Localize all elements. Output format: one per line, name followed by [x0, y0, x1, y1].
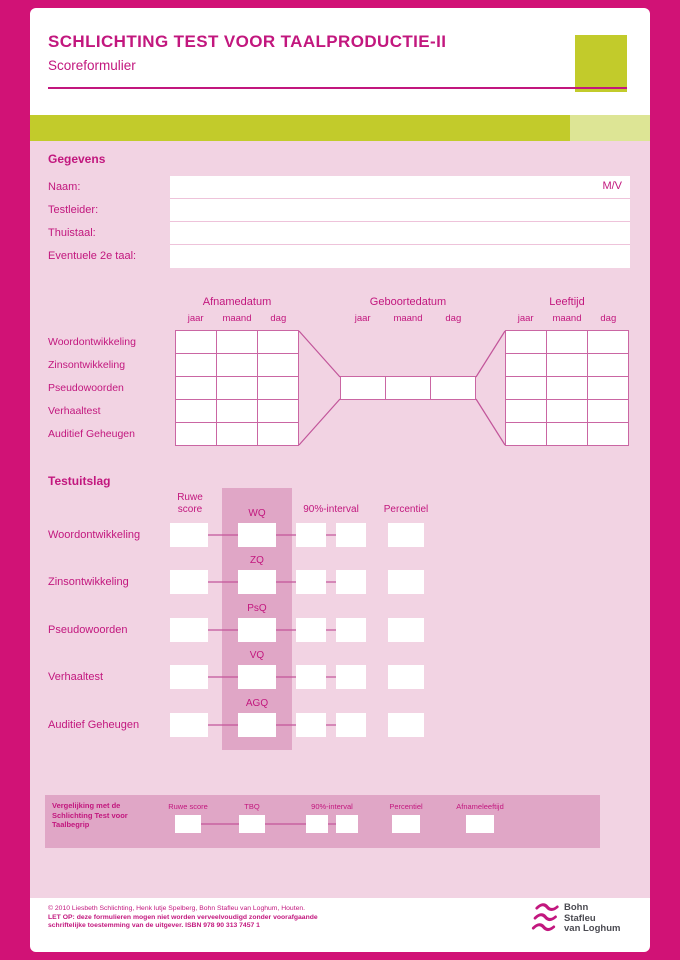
publisher-name: [564, 903, 620, 935]
vq-box[interactable]: [238, 665, 276, 689]
ruwe-score-box[interactable]: [170, 665, 208, 689]
mv-label: M/V: [602, 180, 622, 192]
col-label-dag: dag: [270, 313, 287, 324]
leeftijd-grid: [505, 330, 629, 446]
form-title: SCHLICHTING TEST VOOR TAALPRODUCTIE-II: [48, 32, 447, 51]
date-cell[interactable]: [547, 354, 587, 376]
col-label-maand: maand: [552, 313, 582, 324]
date-cell[interactable]: [217, 331, 257, 353]
q-label-zq: ZQ: [250, 555, 264, 566]
leeftijd-header: Leeftijd: [549, 296, 585, 308]
q-label-psq: PsQ: [247, 603, 267, 614]
copy-notice-line1: LET OP: deze formulieren mogen niet worden verveelvoudigd zonder voorafgaande: [48, 914, 318, 921]
comparison-label-line: Taalbegrip: [52, 820, 90, 829]
date-cell[interactable]: [176, 377, 216, 399]
date-cell[interactable]: [588, 354, 628, 376]
col-label-maand: maand: [393, 313, 423, 324]
percentiel-box[interactable]: [388, 523, 424, 547]
geboortedatum-grid: [340, 376, 476, 400]
comp-interval-high-box[interactable]: [336, 815, 358, 833]
header-divider: [48, 87, 627, 89]
publisher-name-line: Stafleu: [564, 912, 596, 924]
interval-low-box[interactable]: [296, 618, 326, 642]
field-label-naam: Naam:: [48, 181, 81, 193]
interval-header: 90%-interval: [303, 504, 359, 515]
comparison-label-line: Schlichting Test voor: [52, 810, 128, 820]
interval-low-box[interactable]: [296, 523, 326, 547]
date-cell[interactable]: [588, 377, 628, 399]
date-cell[interactable]: [588, 400, 628, 422]
comp-header-ruwe-score: Ruwe score: [168, 802, 208, 811]
gegevens-input-block: [170, 176, 630, 268]
q-label-wq: WQ: [248, 508, 266, 519]
date-cell[interactable]: [588, 423, 628, 445]
green-accent-block: [575, 35, 627, 92]
interval-low-box[interactable]: [296, 570, 326, 594]
date-cell[interactable]: [258, 423, 298, 445]
comp-percentiel-box[interactable]: [392, 815, 420, 833]
date-cell[interactable]: [217, 377, 257, 399]
wq-box[interactable]: [238, 523, 276, 547]
afnamedatum-subcols: [175, 312, 299, 326]
date-cell[interactable]: [176, 400, 216, 422]
col-label-dag: dag: [600, 313, 617, 324]
publisher-logo-icon: [527, 902, 559, 938]
col-label-jaar: jaar: [354, 313, 371, 324]
test-row-label-verhaaltest: Verhaaltest: [48, 671, 104, 683]
ruwe-score-header: Ruwe score: [177, 492, 203, 515]
percentiel-header: Percentiel: [383, 504, 429, 515]
tweede-taal-input[interactable]: [170, 245, 630, 268]
date-cell[interactable]: [258, 331, 298, 353]
afnamedatum-grid: [175, 330, 299, 446]
test-row-label-auditief-geheugen: Auditief Geheugen: [48, 719, 140, 731]
afnamedatum-header: Afnamedatum: [202, 296, 272, 308]
date-cell[interactable]: [431, 377, 475, 399]
ruwe-score-box[interactable]: [170, 523, 208, 547]
field-label-tweede-taal: Eventuele 2e taal:: [48, 250, 137, 262]
green-band: [30, 115, 650, 141]
interval-high-box[interactable]: [336, 523, 366, 547]
gegevens-heading: Gegevens: [48, 152, 106, 166]
date-cell[interactable]: [176, 331, 216, 353]
comp-header-interval: 90%-interval: [311, 802, 353, 811]
date-cell[interactable]: [547, 331, 587, 353]
leeftijd-subcols: [505, 312, 629, 326]
date-cell[interactable]: [547, 400, 587, 422]
q-label-vq: VQ: [249, 650, 265, 661]
date-row-label-verhaaltest: Verhaaltest: [48, 405, 101, 417]
date-cell[interactable]: [217, 400, 257, 422]
interval-high-box[interactable]: [336, 665, 366, 689]
copy-notice-line2: schriftelijke toestemming van de uitgever. ISBN 978 90 313 7457 1: [48, 922, 260, 929]
form-subtitle: Scoreformulier: [48, 58, 136, 73]
zq-box[interactable]: [238, 570, 276, 594]
thuistaal-input[interactable]: [170, 222, 630, 245]
col-label-dag: dag: [445, 313, 462, 324]
percentiel-box[interactable]: [388, 618, 424, 642]
percentiel-box[interactable]: [388, 570, 424, 594]
comp-tbq-box[interactable]: [239, 815, 265, 833]
date-cell[interactable]: [506, 377, 546, 399]
date-cell[interactable]: [588, 331, 628, 353]
geboortedatum-subcols: [340, 312, 476, 326]
comp-afnameleeftijd-box[interactable]: [466, 815, 494, 833]
date-cell[interactable]: [506, 354, 546, 376]
date-row-label-zinsontwikkeling: Zinsontwikkeling: [48, 359, 126, 371]
date-cell[interactable]: [547, 377, 587, 399]
test-row-label-woordontwikkeling: Woordontwikkeling: [48, 529, 141, 541]
q-label-agq: AGQ: [245, 698, 269, 709]
date-cell[interactable]: [386, 377, 430, 399]
geboortedatum-header: Geboortedatum: [369, 296, 447, 308]
field-label-testleider: Testleider:: [48, 204, 99, 216]
publisher-name-line: Bohn: [564, 902, 589, 913]
comp-header-percentiel: Percentiel: [389, 802, 423, 811]
testleider-input[interactable]: [170, 199, 630, 222]
date-row-label-pseudowoorden: Pseudowoorden: [48, 382, 124, 394]
copyright-text: © 2010 Liesbeth Schlichting, Henk lutje Spelberg, Bohn Stafleu van Loghum, Houten.: [48, 905, 306, 912]
interval-high-box[interactable]: [336, 713, 366, 737]
testuitslag-heading: Testuitslag: [48, 474, 111, 488]
ruwe-score-box[interactable]: [170, 713, 208, 737]
percentiel-box[interactable]: [388, 665, 424, 689]
date-cell[interactable]: [176, 354, 216, 376]
score-form-page: [30, 8, 650, 952]
test-row-label-zinsontwikkeling: Zinsontwikkeling: [48, 576, 129, 588]
psq-box[interactable]: [238, 618, 276, 642]
publisher-name-line: van Loghum: [564, 923, 621, 934]
interval-low-box[interactable]: [296, 713, 326, 737]
date-cell[interactable]: [506, 331, 546, 353]
comp-header-afnameleeftijd: Afnameleeftijd: [456, 802, 504, 811]
test-row-label-pseudowoorden: Pseudowoorden: [48, 624, 128, 636]
field-label-thuistaal: Thuistaal:: [48, 227, 96, 239]
date-row-label-auditief-geheugen: Auditief Geheugen: [48, 428, 135, 440]
ruwe-score-box[interactable]: [170, 618, 208, 642]
date-cell[interactable]: [258, 400, 298, 422]
date-cell[interactable]: [217, 354, 257, 376]
date-row-label-woordontwikkeling: Woordontwikkeling: [48, 336, 136, 348]
comp-ruwe-score-box[interactable]: [175, 815, 201, 833]
comparison-label: [52, 801, 128, 830]
interval-high-box[interactable]: [336, 618, 366, 642]
date-cell[interactable]: [547, 423, 587, 445]
col-label-maand: maand: [222, 313, 252, 324]
date-cell[interactable]: [258, 354, 298, 376]
comparison-label-line: Vergelijking met de: [52, 801, 121, 810]
col-label-jaar: jaar: [187, 313, 204, 324]
percentiel-box[interactable]: [388, 713, 424, 737]
date-cell[interactable]: [217, 423, 257, 445]
ruwe-score-box[interactable]: [170, 570, 208, 594]
agq-box[interactable]: [238, 713, 276, 737]
date-cell[interactable]: [176, 423, 216, 445]
date-cell[interactable]: [506, 400, 546, 422]
naam-input[interactable]: [170, 176, 630, 199]
comp-header-tbq: TBQ: [244, 802, 260, 811]
interval-high-box[interactable]: [336, 570, 366, 594]
col-label-jaar: jaar: [517, 313, 534, 324]
green-band-light-segment: [570, 115, 650, 141]
comp-interval-low-box[interactable]: [306, 815, 328, 833]
date-cell[interactable]: [341, 377, 385, 399]
interval-low-box[interactable]: [296, 665, 326, 689]
date-cell[interactable]: [258, 377, 298, 399]
date-cell[interactable]: [506, 423, 546, 445]
